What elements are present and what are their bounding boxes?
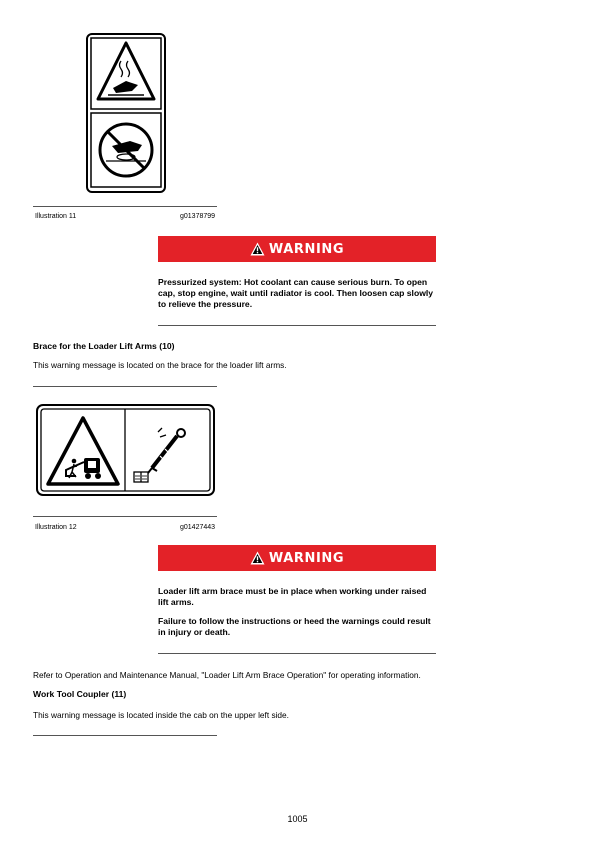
- section-bottom-rule: [33, 735, 217, 736]
- warning-triangle-icon: [250, 551, 265, 565]
- illustration-11-rule: [33, 206, 217, 207]
- warning-banner: [158, 545, 436, 571]
- warning-banner: [158, 236, 436, 262]
- section-text: This warning message is located on the brace for the loader lift arms.: [33, 360, 287, 370]
- illustration-11-decal: [86, 33, 166, 193]
- refer-text: Refer to Operation and Maintenance Manual, "Loader Lift Arm Brace Operation" for operating information.: [33, 670, 421, 680]
- illustration-11-code: g01378799: [180, 213, 216, 220]
- warning-message: Loader lift arm brace must be in place when working under raised lift arms.: [158, 586, 427, 607]
- warning-bottom-rule: [158, 653, 436, 654]
- warning-label: WARNING: [268, 550, 345, 566]
- hot-coolant-decal-icon: [86, 33, 166, 193]
- warning-message: Failure to follow the instructions or heed the warnings could result in injury or death.: [158, 616, 431, 637]
- section-heading: Work Tool Coupler (11): [33, 689, 127, 699]
- page-number: 1005: [287, 814, 308, 824]
- illustration-11-label: Illustration 11: [35, 213, 77, 220]
- section-text: This warning message is located inside the cab on the upper left side.: [33, 710, 289, 720]
- lift-arm-brace-decal-icon: [36, 404, 215, 496]
- illustration-12-code: g01427443: [180, 524, 216, 531]
- warning-triangle-icon: [250, 242, 265, 256]
- warning-bottom-rule: [158, 325, 436, 326]
- illustration-12-rule: [33, 516, 217, 517]
- illustration-12-decal: [36, 404, 215, 496]
- section-heading: Brace for the Loader Lift Arms (10): [33, 341, 175, 351]
- warning-message: Pressurized system: Hot coolant can cause serious burn. To open cap, stop engine, wait until radiator is cool. Then loosen cap slowly to relieve the pressure.: [158, 277, 434, 309]
- warning-label: WARNING: [268, 241, 345, 257]
- illustration-12-label: Illustration 12: [35, 524, 77, 531]
- illustration-12-top-rule: [33, 386, 217, 387]
